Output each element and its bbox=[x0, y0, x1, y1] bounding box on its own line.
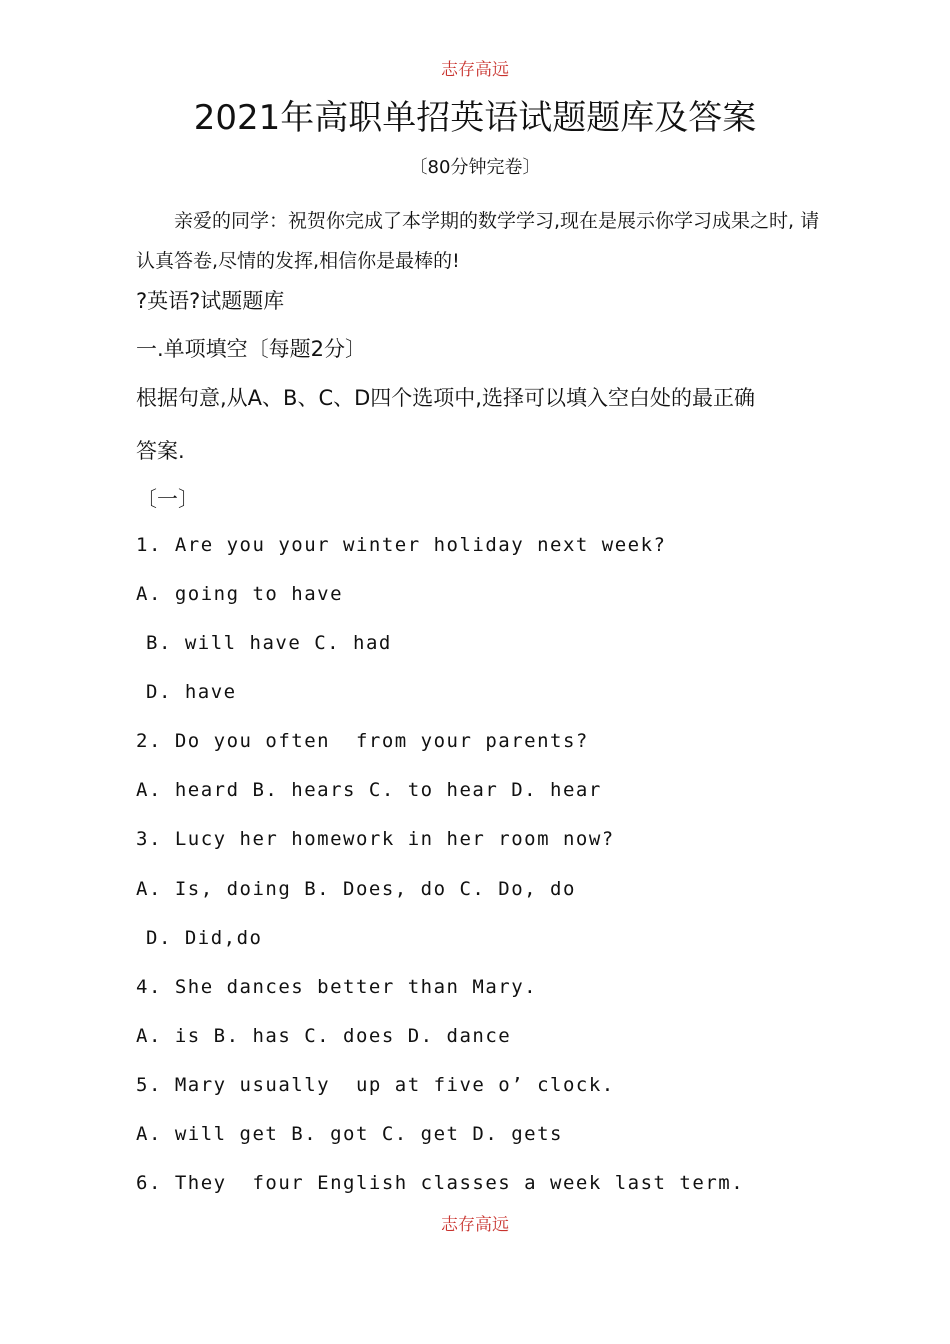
section-title: 一.单项填空〔每题2分〕 bbox=[136, 337, 367, 361]
question-4: 4. She dances better than Mary. bbox=[136, 976, 538, 998]
question-4-options: A. is B. has C. does D. dance bbox=[136, 1025, 512, 1047]
question-3-options-abc: A. Is, doing B. Does, do C. Do, do bbox=[136, 878, 576, 900]
document-subtitle: 〔80分钟完卷〕 bbox=[409, 157, 541, 178]
question-1-option-a: A. going to have bbox=[136, 583, 344, 605]
document-title: 2021年高职单招英语试题题库及答案 bbox=[193, 98, 757, 138]
intro-line-2: 认真答卷,尽情的发挥,相信你是最棒的! bbox=[136, 250, 460, 272]
question-3: 3. Lucy her homework in her room now? bbox=[136, 828, 615, 850]
question-2-options: A. heard B. hears C. to hear D. hear bbox=[136, 779, 602, 801]
page-header: 志存高远 bbox=[441, 60, 509, 80]
question-5-options: A. will get B. got C. get D. gets bbox=[136, 1123, 563, 1145]
bank-title: ?英语?试题题库 bbox=[136, 289, 285, 313]
instruction-line-1: 根据句意,从A、B、C、D四个选项中,选择可以填入空白处的最正确 bbox=[136, 386, 755, 410]
question-2: 2. Do you often from your parents? bbox=[136, 730, 589, 752]
question-1-option-d: D. have bbox=[146, 681, 237, 703]
part-label: 〔一〕 bbox=[136, 487, 199, 511]
question-3-option-d: D. Did,do bbox=[146, 927, 263, 949]
instruction-line-2: 答案. bbox=[136, 439, 185, 463]
question-5: 5. Mary usually up at five o’ clock. bbox=[136, 1074, 615, 1096]
intro-line-1: 亲爱的同学：祝贺你完成了本学期的数学学习,现在是展示你学习成果之时, 请 bbox=[136, 210, 820, 232]
question-1-options-bc: B. will have C. had bbox=[146, 632, 392, 654]
page-footer: 志存高远 bbox=[441, 1215, 509, 1235]
question-1: 1. Are you your winter holiday next week? bbox=[136, 534, 667, 556]
question-6: 6. They four English classes a week last term. bbox=[136, 1172, 745, 1194]
